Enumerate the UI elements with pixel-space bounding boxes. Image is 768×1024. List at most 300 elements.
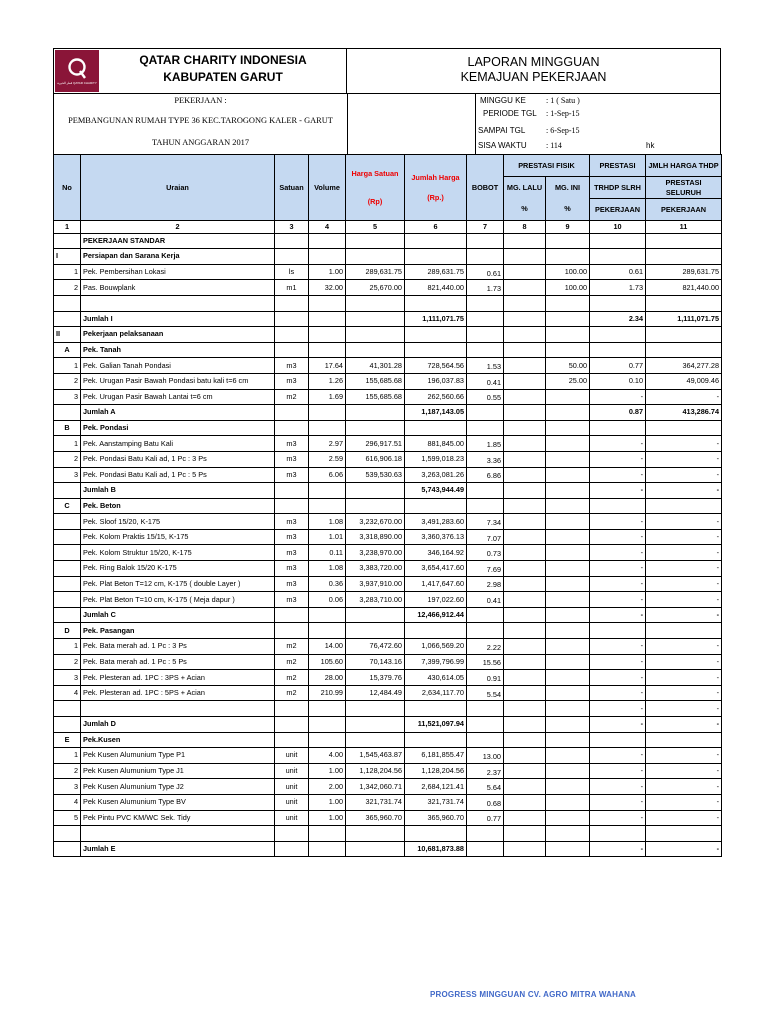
table-cell	[590, 498, 646, 514]
table-cell: -	[646, 607, 722, 623]
table-cell: 50.00	[546, 358, 590, 374]
periode-value: : 1-Sep-15	[546, 109, 580, 118]
table-cell	[467, 498, 504, 514]
table-cell: 3,360,376.13	[405, 529, 467, 545]
table-cell: 1.69	[309, 389, 346, 405]
table-row	[54, 249, 722, 265]
table-cell: m3	[275, 514, 309, 530]
table-cell: m3	[275, 467, 309, 483]
table-cell	[504, 701, 546, 717]
pekerjaan-label: PEKERJAAN :	[174, 96, 227, 105]
table-cell: m3	[275, 358, 309, 374]
table-row	[54, 467, 722, 483]
table-cell	[346, 420, 405, 436]
table-cell: -	[646, 561, 722, 577]
table-cell	[546, 436, 590, 452]
table-cell: 1.73	[467, 280, 504, 296]
table-cell	[546, 233, 590, 249]
table-cell: m3	[275, 576, 309, 592]
project-name: PEMBANGUNAN RUMAH TYPE 36 KEC.TAROGONG KALER - GARUT	[68, 116, 333, 125]
table-cell	[405, 701, 467, 717]
table-cell	[504, 576, 546, 592]
table-cell	[54, 701, 81, 717]
table-cell: -	[590, 389, 646, 405]
table-cell: Jumlah B	[81, 483, 275, 499]
table-cell: -	[590, 467, 646, 483]
table-cell	[405, 826, 467, 842]
table-cell: PEKERJAAN STANDAR	[81, 233, 275, 249]
table-cell: 4	[54, 685, 81, 701]
table-cell: 2	[54, 280, 81, 296]
table-cell	[546, 405, 590, 421]
table-cell	[504, 514, 546, 530]
table-cell: I	[54, 249, 81, 265]
table-cell: E	[54, 732, 81, 748]
table-cell: -	[590, 717, 646, 733]
table-cell: 3,238,970.00	[346, 545, 405, 561]
table-cell: 1,066,569.20	[405, 639, 467, 655]
table-cell: -	[646, 576, 722, 592]
table-cell	[504, 451, 546, 467]
table-row	[54, 670, 722, 686]
table-cell: Jumlah E	[81, 841, 275, 857]
table-cell: -	[590, 607, 646, 623]
table-cell	[346, 483, 405, 499]
table-cell: -	[646, 717, 722, 733]
table-cell	[467, 327, 504, 343]
table-cell	[546, 810, 590, 826]
table-cell	[309, 701, 346, 717]
table-cell: Pek. Tanah	[81, 342, 275, 358]
progress-table	[53, 154, 722, 857]
table-cell	[275, 623, 309, 639]
table-cell	[504, 327, 546, 343]
sisa-label: SISA WAKTU	[478, 141, 527, 150]
table-cell	[467, 483, 504, 499]
table-cell: -	[646, 701, 722, 717]
table-cell: -	[646, 748, 722, 764]
table-cell: 12,484.49	[346, 685, 405, 701]
table-cell: 262,560.66	[405, 389, 467, 405]
table-cell	[546, 249, 590, 265]
table-cell	[504, 545, 546, 561]
table-cell: Persiapan dan Sarana Kerja	[81, 249, 275, 265]
table-cell	[81, 295, 275, 311]
table-cell	[405, 498, 467, 514]
table-cell: 2	[54, 451, 81, 467]
table-row	[54, 358, 722, 374]
table-cell	[504, 794, 546, 810]
report-title-line1: LAPORAN MINGGUAN	[467, 55, 600, 69]
table-cell: -	[646, 639, 722, 655]
table-cell: m3	[275, 451, 309, 467]
table-cell	[546, 529, 590, 545]
table-cell	[504, 592, 546, 608]
table-cell	[467, 233, 504, 249]
table-cell	[546, 670, 590, 686]
table-cell	[504, 623, 546, 639]
col-jumlah-harga: Jumlah Harga (Rp.)	[405, 155, 467, 221]
table-cell: -	[646, 685, 722, 701]
table-cell	[546, 451, 590, 467]
table-cell: Pek. Urugan Pasir Bawah Pondasi batu kali t=6 cm	[81, 373, 275, 389]
table-cell	[275, 420, 309, 436]
table-cell	[309, 732, 346, 748]
col-uraian: Uraian	[81, 155, 275, 221]
table-cell: 1.01	[309, 529, 346, 545]
table-cell: 1.26	[309, 373, 346, 389]
col-satuan: Satuan	[275, 155, 309, 221]
column-index: 5	[346, 221, 405, 234]
table-cell: 12,466,912.44	[405, 607, 467, 623]
col-mg-ini: MG. INI %	[546, 177, 590, 221]
table-cell	[405, 249, 467, 265]
table-cell	[275, 342, 309, 358]
table-cell	[54, 607, 81, 623]
table-cell: -	[590, 451, 646, 467]
table-cell	[546, 685, 590, 701]
table-cell: 6.06	[309, 467, 346, 483]
table-cell	[546, 389, 590, 405]
table-cell	[504, 389, 546, 405]
table-cell	[504, 607, 546, 623]
table-cell: 821,440.00	[646, 280, 722, 296]
table-cell: m3	[275, 436, 309, 452]
table-cell: 49,009.46	[646, 373, 722, 389]
table-cell	[309, 233, 346, 249]
table-cell: unit	[275, 794, 309, 810]
table-cell: 11,521,097.94	[405, 717, 467, 733]
col-pekerjaan2: PEKERJAAN	[646, 199, 722, 221]
table-cell: 2.00	[309, 779, 346, 795]
table-cell: -	[646, 763, 722, 779]
table-cell	[504, 280, 546, 296]
table-cell: m2	[275, 685, 309, 701]
table-cell: 1,342,060.71	[346, 779, 405, 795]
table-cell	[346, 249, 405, 265]
table-cell: 1	[54, 748, 81, 764]
table-cell: 25.00	[546, 373, 590, 389]
table-cell	[546, 841, 590, 857]
table-cell: 2.34	[590, 311, 646, 327]
table-cell	[646, 732, 722, 748]
table-cell: Jumlah I	[81, 311, 275, 327]
table-cell	[590, 623, 646, 639]
table-cell: 3,937,910.00	[346, 576, 405, 592]
table-cell	[467, 420, 504, 436]
table-cell: m1	[275, 280, 309, 296]
table-cell: 321,731.74	[346, 794, 405, 810]
table-cell: 196,037.83	[405, 373, 467, 389]
table-cell	[467, 732, 504, 748]
table-cell	[546, 592, 590, 608]
table-cell	[467, 826, 504, 842]
table-cell	[275, 405, 309, 421]
table-cell: 296,917.51	[346, 436, 405, 452]
table-cell	[546, 794, 590, 810]
table-cell	[346, 342, 405, 358]
table-cell	[54, 514, 81, 530]
table-row	[54, 826, 722, 842]
periode-label: PERIODE TGL	[483, 109, 537, 118]
table-cell: 7.69	[467, 561, 504, 577]
table-row	[54, 311, 722, 327]
table-cell: 7,399,796.99	[405, 654, 467, 670]
table-row	[54, 639, 722, 655]
table-cell: 14.00	[309, 639, 346, 655]
table-cell: 197,022.60	[405, 592, 467, 608]
table-cell: 2,634,117.70	[405, 685, 467, 701]
table-cell	[346, 233, 405, 249]
table-cell: 1.08	[309, 514, 346, 530]
table-cell	[275, 295, 309, 311]
table-cell: 155,685.68	[346, 389, 405, 405]
table-cell: 2,684,121.41	[405, 779, 467, 795]
table-cell	[346, 405, 405, 421]
table-cell	[309, 311, 346, 327]
table-cell: -	[590, 576, 646, 592]
table-cell: Pek Kusen Alumunium Type J2	[81, 779, 275, 795]
table-cell: 2.59	[309, 451, 346, 467]
budget-year: TAHUN ANGGARAN 2017	[151, 138, 250, 147]
table-cell: -	[646, 483, 722, 499]
table-cell: -	[646, 810, 722, 826]
table-cell: 4	[54, 794, 81, 810]
table-cell: -	[590, 436, 646, 452]
table-row	[54, 295, 722, 311]
table-cell	[504, 342, 546, 358]
table-cell: 13.00	[467, 748, 504, 764]
table-cell	[504, 685, 546, 701]
col-bobot: BOBOT	[467, 155, 504, 221]
table-cell: Pas. Bouwplank	[81, 280, 275, 296]
sampai-value: : 6-Sep-15	[546, 126, 580, 135]
table-row	[54, 498, 722, 514]
qatar-charity-logo	[55, 50, 99, 92]
table-cell: -	[646, 545, 722, 561]
table-cell: Pek Kusen Alumunium Type P1	[81, 748, 275, 764]
table-cell	[504, 467, 546, 483]
table-cell	[405, 327, 467, 343]
table-cell	[504, 763, 546, 779]
table-cell	[504, 826, 546, 842]
table-cell: 2.22	[467, 639, 504, 655]
table-cell: 0.87	[590, 405, 646, 421]
table-cell: 346,164.92	[405, 545, 467, 561]
table-cell: 2.98	[467, 576, 504, 592]
table-cell: 430,614.05	[405, 670, 467, 686]
table-cell: 1,187,143.05	[405, 405, 467, 421]
table-cell	[54, 717, 81, 733]
table-cell	[504, 561, 546, 577]
table-cell	[646, 342, 722, 358]
table-row	[54, 233, 722, 249]
report-title-line2: KEMAJUAN PEKERJAAN	[460, 70, 607, 84]
table-cell	[405, 420, 467, 436]
table-cell: m3	[275, 545, 309, 561]
table-cell: 1,111,071.75	[405, 311, 467, 327]
table-cell	[309, 420, 346, 436]
table-cell: 0.61	[467, 264, 504, 280]
table-cell: -	[590, 670, 646, 686]
table-cell	[309, 295, 346, 311]
table-cell	[546, 763, 590, 779]
table-cell	[590, 233, 646, 249]
table-cell: 1,545,463.87	[346, 748, 405, 764]
table-cell	[646, 498, 722, 514]
table-cell	[405, 732, 467, 748]
table-row	[54, 420, 722, 436]
table-cell: Pekerjaan pelaksanaan	[81, 327, 275, 343]
table-cell: 321,731.74	[405, 794, 467, 810]
table-cell: Pek. Plesteran ad. 1PC : 5PS + Acian	[81, 685, 275, 701]
table-cell: -	[590, 748, 646, 764]
table-cell	[346, 327, 405, 343]
table-cell	[309, 483, 346, 499]
table-cell: 17.64	[309, 358, 346, 374]
table-cell: -	[590, 779, 646, 795]
table-cell: ls	[275, 264, 309, 280]
table-cell: 41,301.28	[346, 358, 405, 374]
table-cell	[646, 623, 722, 639]
col-trhdp: TRHDP SLRH	[590, 177, 646, 199]
col-volume: Volume	[309, 155, 346, 221]
table-row	[54, 592, 722, 608]
table-cell	[646, 295, 722, 311]
table-cell: 2.97	[309, 436, 346, 452]
table-cell: 1.00	[309, 264, 346, 280]
table-cell	[504, 732, 546, 748]
table-cell: 1.85	[467, 436, 504, 452]
column-index: 9	[546, 221, 590, 234]
table-cell	[309, 249, 346, 265]
table-cell: 105.60	[309, 654, 346, 670]
table-cell: 0.10	[590, 373, 646, 389]
table-cell: D	[54, 623, 81, 639]
table-cell: 3	[54, 779, 81, 795]
table-cell	[275, 249, 309, 265]
table-cell: -	[590, 810, 646, 826]
table-cell: 1,599,018.23	[405, 451, 467, 467]
table-cell	[546, 327, 590, 343]
table-cell	[590, 826, 646, 842]
table-cell	[275, 607, 309, 623]
table-cell: Pek. Kolom Praktis 15/15, K-175	[81, 529, 275, 545]
table-cell	[275, 483, 309, 499]
table-cell	[54, 826, 81, 842]
table-row	[54, 576, 722, 592]
table-cell: 1.00	[309, 794, 346, 810]
table-cell	[504, 420, 546, 436]
table-cell: unit	[275, 763, 309, 779]
table-cell	[467, 311, 504, 327]
column-index: 8	[504, 221, 546, 234]
table-cell: 1.00	[309, 763, 346, 779]
table-cell	[54, 561, 81, 577]
table-cell	[346, 732, 405, 748]
table-cell	[346, 623, 405, 639]
org-name: QATAR CHARITY INDONESIA	[139, 53, 307, 67]
table-cell: 5	[54, 810, 81, 826]
table-row	[54, 514, 722, 530]
table-cell	[504, 311, 546, 327]
table-cell: 1.00	[309, 810, 346, 826]
table-cell: 3,283,710.00	[346, 592, 405, 608]
col-pekerjaan1: PEKERJAAN	[590, 199, 646, 221]
table-cell	[504, 779, 546, 795]
table-cell	[467, 607, 504, 623]
table-cell	[546, 342, 590, 358]
table-row	[54, 794, 722, 810]
table-cell: m2	[275, 639, 309, 655]
column-index-row	[54, 221, 722, 234]
table-cell	[646, 826, 722, 842]
table-cell: 3,654,417.60	[405, 561, 467, 577]
table-cell: 3	[54, 389, 81, 405]
table-cell	[504, 841, 546, 857]
table-cell: 7.07	[467, 529, 504, 545]
table-cell	[504, 233, 546, 249]
table-row	[54, 623, 722, 639]
table-cell	[504, 639, 546, 655]
table-cell: 289,631.75	[646, 264, 722, 280]
table-cell	[504, 483, 546, 499]
table-cell: m2	[275, 654, 309, 670]
table-cell	[81, 701, 275, 717]
table-cell: -	[646, 467, 722, 483]
table-cell	[590, 327, 646, 343]
table-row	[54, 483, 722, 499]
table-cell	[646, 327, 722, 343]
table-cell: m3	[275, 529, 309, 545]
table-cell: -	[590, 561, 646, 577]
table-cell: -	[646, 841, 722, 857]
table-cell	[309, 841, 346, 857]
table-cell	[546, 545, 590, 561]
table-cell: Pek. Plat Beton T=12 cm, K-175 ( double Layer )	[81, 576, 275, 592]
table-cell: -	[646, 592, 722, 608]
table-cell: 881,845.00	[405, 436, 467, 452]
table-cell: -	[646, 514, 722, 530]
table-row	[54, 685, 722, 701]
table-cell: 821,440.00	[405, 280, 467, 296]
table-cell: 413,286.74	[646, 405, 722, 421]
table-cell: 3,318,890.00	[346, 529, 405, 545]
table-cell: -	[590, 592, 646, 608]
table-cell: 2	[54, 654, 81, 670]
table-cell: 365,960.70	[405, 810, 467, 826]
footer-text: PROGRESS MINGGUAN CV. AGRO MITRA WAHANA	[430, 990, 637, 999]
col-prestasi-seluruh: PRESTASI SELURUH	[646, 177, 722, 199]
minggu-value: : 1 ( Satu )	[546, 96, 580, 105]
table-cell	[546, 732, 590, 748]
project-info	[53, 93, 721, 154]
table-row	[54, 701, 722, 717]
table-cell: 1.73	[590, 280, 646, 296]
table-cell: 70,143.16	[346, 654, 405, 670]
table-cell: m3	[275, 561, 309, 577]
table-cell: 28.00	[309, 670, 346, 686]
table-cell: 3,263,081.26	[405, 467, 467, 483]
table-cell: -	[646, 670, 722, 686]
table-cell: -	[590, 841, 646, 857]
table-cell	[546, 561, 590, 577]
table-cell: B	[54, 420, 81, 436]
table-cell: Pek. Pondasi Batu Kali ad, 1 Pc : 3 Ps	[81, 451, 275, 467]
table-cell: 0.73	[467, 545, 504, 561]
table-cell: 1,111,071.75	[646, 311, 722, 327]
col-harga-satuan: Harga Satuan (Rp)	[346, 155, 405, 221]
